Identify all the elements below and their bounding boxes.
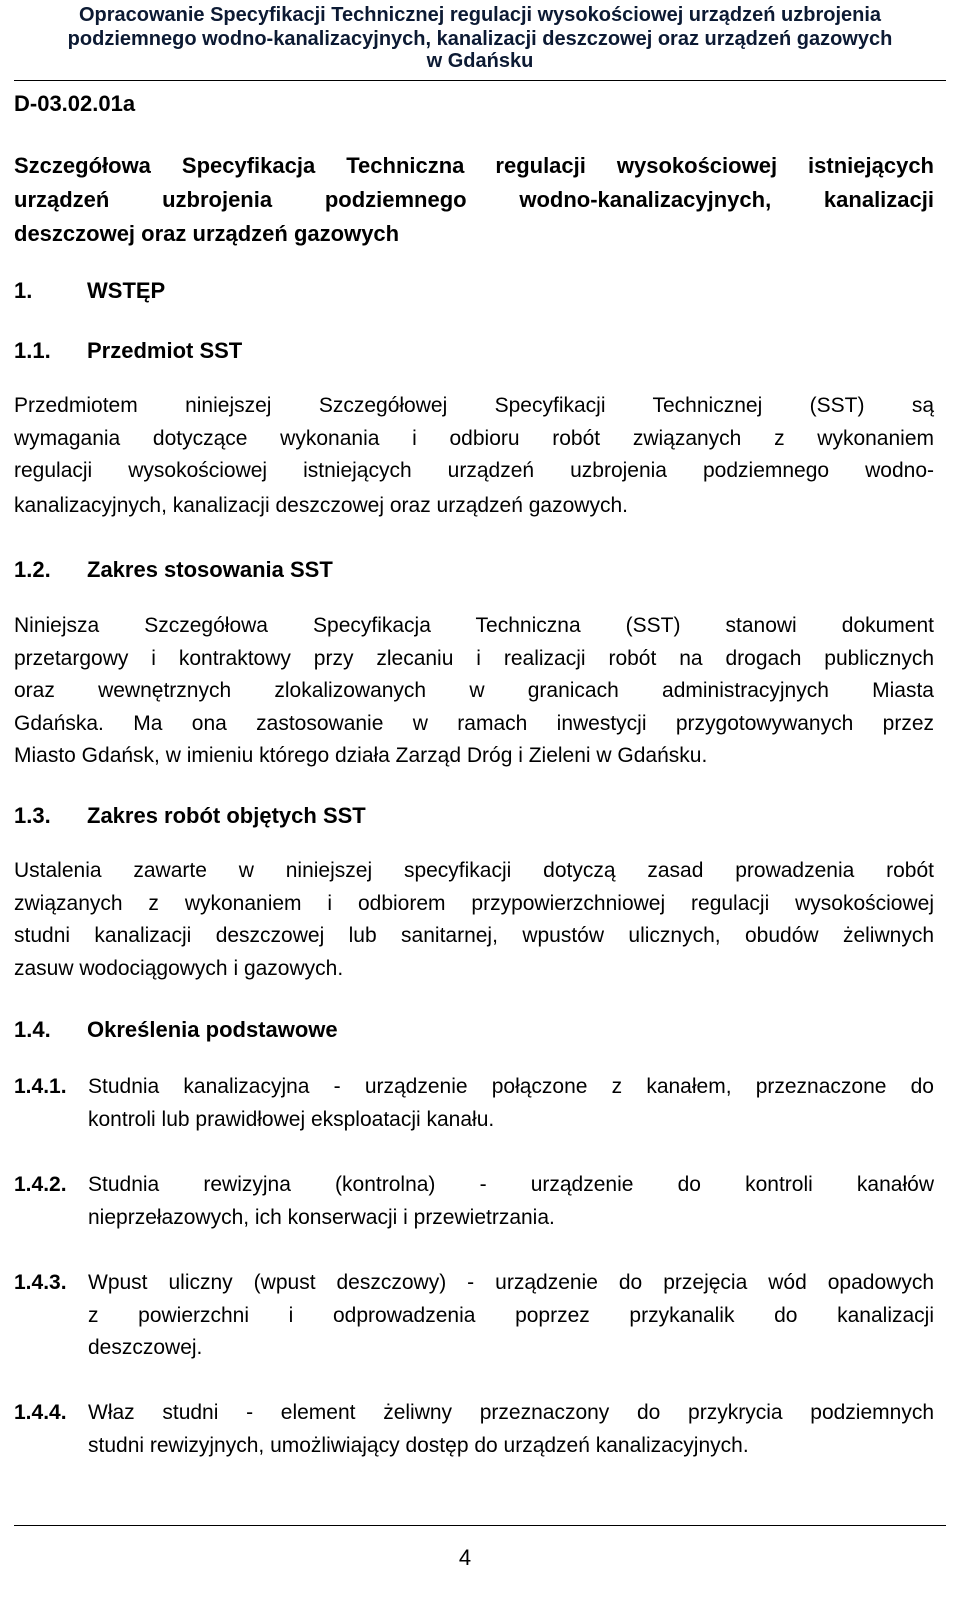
definition-line: nieprzełazowych, ich konserwacji i przewietrzania. — [88, 1205, 555, 1229]
title-line: urządzeń uzbrojenia podziemnego wodno-kanalizacyjnych, kanalizacji — [14, 187, 934, 212]
section-heading-1-1 — [14, 338, 242, 364]
header-line-2: podziemnego wodno-kanalizacyjnych, kanalizacji deszczowej oraz urządzeń gazowych — [67, 28, 893, 50]
paragraph-1-3 — [14, 855, 934, 985]
paragraph-line: Miasto Gdańsk, w imieniu którego działa Zarząd Dróg i Zieleni w Gdańsku. — [14, 744, 708, 767]
paragraph-line: zasuw wodociągowych i gazowych. — [14, 956, 344, 980]
paragraph-line: regulacji wysokościowej istniejących urządzeń uzbrojenia podziemnego wodno- — [14, 459, 934, 482]
section-heading-1-2 — [14, 557, 333, 583]
section-heading-1 — [14, 278, 165, 304]
section-heading-1-3 — [14, 803, 366, 829]
paragraph-1-1 — [14, 390, 934, 522]
section-number: 1.3. — [14, 803, 51, 828]
section-title: Przedmiot SST — [87, 338, 243, 363]
paragraph-line: studni kanalizacji deszczowej lub sanitarnej, wpustów ulicznych, obudów żeliwnych — [14, 924, 934, 947]
definition-line: z powierzchni i odprowadzenia poprzez przykanalik do kanalizacji — [88, 1303, 934, 1327]
footer-divider — [14, 1525, 946, 1526]
section-title: Zakres robót objętych SST — [87, 803, 366, 828]
paragraph-line: związanych z wykonaniem i odbiorem przypowierzchniowej regulacji wysokościowej — [14, 891, 934, 915]
paragraph-line: Gdańska. Ma ona zastosowanie w ramach inwestycji przygotowywanych przez — [14, 711, 934, 735]
section-title: Zakres stosowania SST — [87, 557, 333, 582]
definition-line: studni rewizyjnych, umożliwiający dostęp do urządzeń kanalizacyjnych. — [88, 1433, 749, 1457]
document-title — [14, 149, 934, 251]
paragraph-line: Niniejsza Szczegółowa Specyfikacja Techniczna (SST) stanowi dokument — [14, 614, 934, 637]
paragraph-line: Przedmiotem niniejszej Szczegółowej Specyfikacji Technicznej (SST) są — [14, 394, 934, 417]
section-number: 1.4. — [14, 1017, 51, 1042]
paragraph-line: oraz wewnętrznych zlokalizowanych w granicach administracyjnych Miasta — [14, 679, 934, 702]
document-code: D-03.02.01a — [14, 91, 136, 116]
section-title: WSTĘP — [87, 278, 166, 303]
definition-number: 1.4.1. — [14, 1075, 67, 1098]
header-divider — [14, 80, 946, 81]
page-number: 4 — [458, 1545, 472, 1570]
definition-line: Właz studni - element żeliwny przeznaczony do przykrycia podziemnych — [88, 1401, 934, 1424]
section-number: 1.1. — [14, 338, 51, 363]
section-number: 1. — [14, 278, 33, 303]
header-line-1: Opracowanie Specyfikacji Technicznej regulacji wysokościowej urządzeń uzbrojenia — [78, 4, 882, 26]
paragraph-line: kanalizacyjnych, kanalizacji deszczowej oraz urządzeń gazowych. — [14, 493, 628, 517]
header-line-3: w Gdańsku — [426, 50, 534, 72]
paragraph-line: przetargowy i kontraktowy przy zlecaniu i realizacji robót na drogach publicznych — [14, 646, 934, 670]
definition-line: Wpust uliczny (wpust deszczowy) - urządzenie do przejęcia wód opadowych — [88, 1271, 934, 1294]
definition-number: 1.4.3. — [14, 1271, 67, 1294]
definition-line: deszczowej. — [88, 1336, 203, 1359]
section-title: Określenia podstawowe — [87, 1017, 338, 1042]
definition-line: Studnia kanalizacyjna - urządzenie połączone z kanałem, przeznaczone do — [88, 1075, 934, 1098]
definition-line: kontroli lub prawidłowej eksploatacji kanału. — [88, 1107, 495, 1131]
section-heading-1-4 — [14, 1017, 338, 1043]
definition-number: 1.4.4. — [14, 1401, 67, 1424]
title-line: Szczegółowa Specyfikacja Techniczna regulacji wysokościowej istniejących — [14, 153, 934, 178]
definition-line: Studnia rewizyjna (kontrolna) - urządzenie do kontroli kanałów — [88, 1173, 934, 1196]
paragraph-line: Ustalenia zawarte w niniejszej specyfikacji dotyczą zasad prowadzenia robót — [14, 859, 934, 882]
section-number: 1.2. — [14, 557, 51, 582]
paragraph-line: wymagania dotyczące wykonania i odbioru robót związanych z wykonaniem — [14, 426, 934, 450]
title-line: deszczowej oraz urządzeń gazowych — [14, 221, 400, 246]
paragraph-1-2 — [14, 610, 934, 773]
definition-number: 1.4.2. — [14, 1173, 67, 1196]
